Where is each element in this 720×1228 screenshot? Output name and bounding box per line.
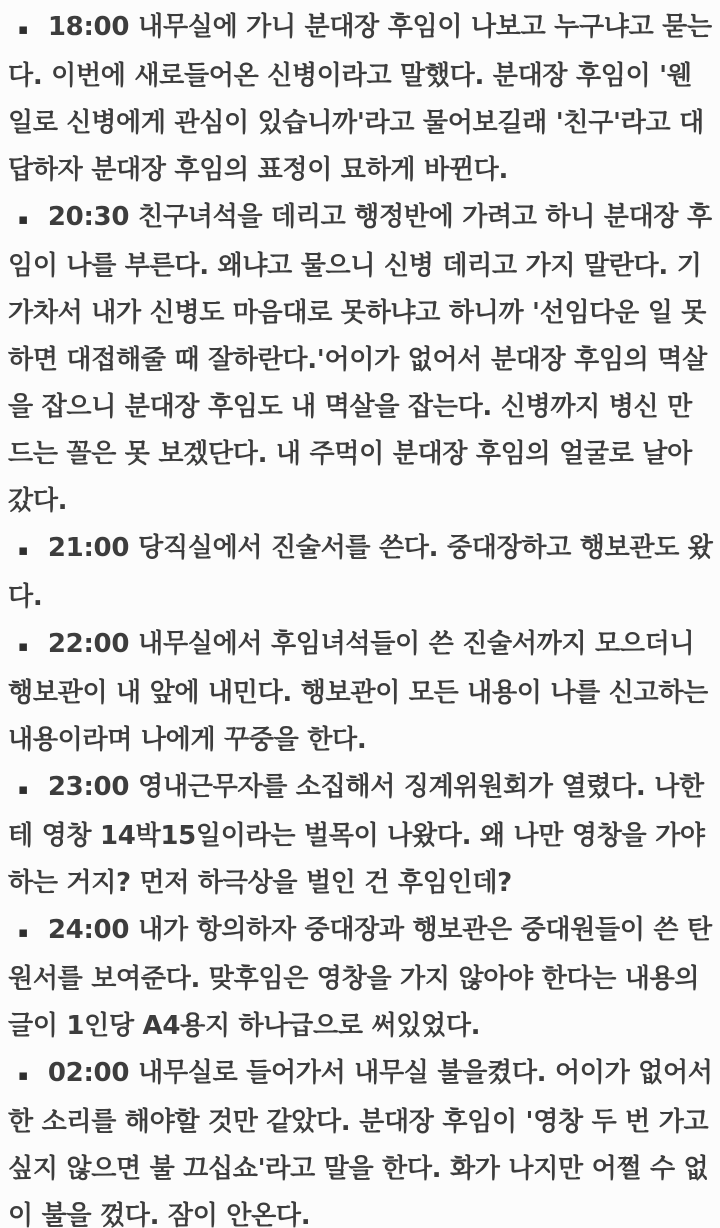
entry-text: 당직실에서 진술서를 쓴다. 중대장하고 행보관도 왔다.	[8, 533, 713, 612]
bullet-square-icon: ▪	[18, 637, 28, 655]
entry-time: 22:00	[47, 629, 130, 659]
bullet-square-icon: ▪	[18, 923, 28, 941]
list-item	[8, 764, 714, 907]
entry-time: 18:00	[47, 12, 130, 42]
entry-time: 21:00	[47, 533, 130, 563]
list-item	[8, 194, 714, 525]
list-item	[8, 1050, 714, 1228]
bullet-square-icon: ▪	[18, 780, 28, 798]
list-item	[8, 4, 714, 194]
entry-time: 23:00	[47, 772, 130, 802]
list-item	[8, 621, 714, 764]
bullet-square-icon: ▪	[18, 541, 28, 559]
list-item	[8, 907, 714, 1050]
entry-text: 내무실에 가니 분대장 후임이 나보고 누구냐고 묻는다. 이번에 새로들어온 신병이라고 말했다. 분대장 후임이 '웬일로 신병에게 관심이 있습니까'라고 물어보길래 '친구'라고 대답하자 분대장 후임의 표정이 묘하게 바뀐다.	[8, 12, 712, 185]
entry-text: 영내근무자를 소집해서 징계위원회가 열렸다. 나한테 영창 14박15일이라는 벌목이 나왔다. 왜 나만 영창을 가야하는 거지? 먼저 하극상을 벌인 건 후임인데?	[8, 772, 705, 898]
entry-time: 02:00	[47, 1058, 130, 1088]
bullet-square-icon: ▪	[18, 1066, 28, 1084]
entry-text: 친구녀석을 데리고 행정반에 가려고 하니 분대장 후임이 나를 부른다. 왜냐고 물으니 신병 데리고 가지 말란다. 기가차서 내가 신병도 마음대로 못하냐고 하니까 '선임다운 일 못하면 대접해줄 때 잘하란다.'어이가 없어서 분대장 후임의 멱살을 잡으니 분대장 후임도 내 멱살을 잡는다. 신병까지 병신 만드는 꼴은 못 보겠단다. 내 주먹이 분대장 후임의 얼굴로 날아갔다.	[8, 202, 712, 516]
list-item	[8, 525, 714, 621]
entry-text: 내가 항의하자 중대장과 행보관은 중대원들이 쓴 탄원서를 보여준다. 맞후임은 영창을 가지 않아야 한다는 내용의 글이 1인당 A4용지 하나급으로 써있었다.	[8, 915, 712, 1041]
bullet-square-icon: ▪	[18, 20, 28, 38]
bullet-square-icon: ▪	[18, 210, 28, 228]
entry-time: 20:30	[47, 202, 130, 232]
entry-text: 내무실에서 후임녀석들이 쓴 진술서까지 모으더니 행보관이 내 앞에 내민다. 행보관이 모든 내용이 나를 신고하는 내용이라며 나에게 꾸중을 한다.	[8, 629, 708, 755]
entry-time: 24:00	[47, 915, 130, 945]
entry-text: 내무실로 들어가서 내무실 불을켰다. 어이가 없어서 한 소리를 해야할 것만 같았다. 분대장 후임이 '영창 두 번 가고 싶지 않으면 불 끄십쇼'라고 말을 한다. 화가 나지만 어쩔 수 없이 불을 껐다. 잠이 안온다.	[8, 1058, 713, 1228]
